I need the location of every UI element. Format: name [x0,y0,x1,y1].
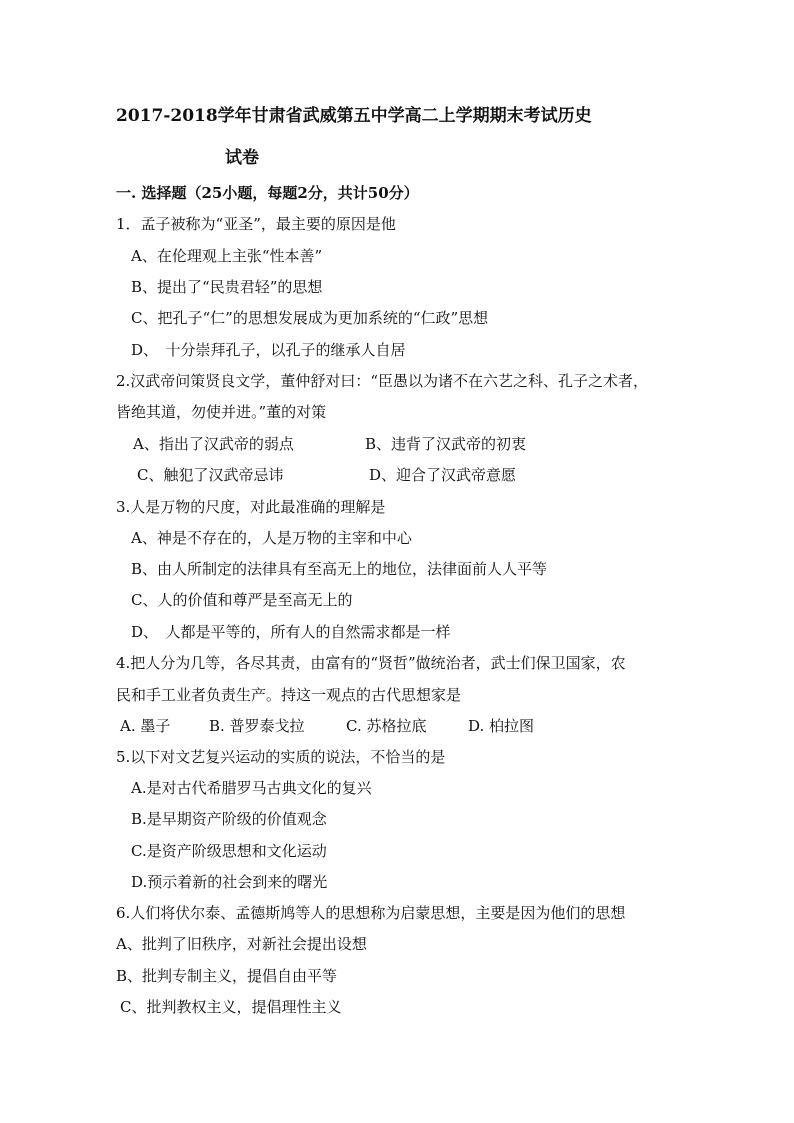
option-d: D. 柏拉图 [468,717,535,735]
page-title-line1: 2017-2018学年甘肃省武威第五中学高二上学期期末考试历史 [116,106,592,126]
question-stem: 3.人是万物的尺度，对此最准确的理解是 [116,498,386,516]
option-d: D、迎合了汉武帝意愿 [369,466,517,484]
option-c: C、触犯了汉武帝忌讳 [137,466,284,484]
option-c: C、人的价值和尊严是至高无上的 [131,591,353,609]
option-c: C、把孔子“仁”的思想发展成为更加系统的“仁政”思想 [131,309,489,327]
option-b: B.是早期资产阶级的价值观念 [131,810,327,828]
option-b: B、提出了“民贵君轻”的思想 [131,278,323,296]
option-d: D、 十分崇拜孔子，以孔子的继承人自居 [131,341,406,359]
question-stem-line2: 皆绝其道，勿使并进。”董的对策 [116,403,327,421]
section-heading: 一. 选择题（25小题，每题2分，共计50分） [116,184,419,202]
option-c: C、批判教权主义，提倡理性主义 [120,998,342,1016]
question-stem: 5.以下对文艺复兴运动的实质的说法，不恰当的是 [116,748,446,766]
question-stem-line1: 2.汉武帝问策贤良文学，董仲舒对曰：“臣愚以为诸不在六艺之科、孔子之术者， [116,372,648,390]
question-stem-line2: 民和手工业者负责生产。持这一观点的古代思想家是 [116,686,462,704]
option-d: D、 人都是平等的，所有人的自然需求都是一样 [131,623,451,641]
question-stem: 6.人们将伏尔泰、孟德斯鸠等人的思想称为启蒙思想，主要是因为他们的思想 [116,904,626,922]
option-a: A. 墨子 [120,717,171,735]
option-a: A、批判了旧秩序，对新社会提出设想 [116,935,367,953]
option-a: A、在伦理观上主张“性本善” [131,247,323,265]
option-b: B、批判专制主义，提倡自由平等 [116,967,338,985]
option-b: B、违背了汉武帝的初衷 [365,435,527,453]
option-b: B. 普罗泰戈拉 [209,717,305,735]
option-c: C. 苏格拉底 [346,717,427,735]
question-stem-line1: 4.把人分为几等，各尽其责，由富有的“贤哲”做统治者，武士们保卫国家，农 [116,654,626,672]
question-stem: 1．孟子被称为“亚圣”，最主要的原因是他 [116,215,396,233]
page-title-line2: 试卷 [225,148,259,168]
option-b: B、由人所制定的法律具有至高无上的地位，法律面前人人平等 [131,560,548,578]
option-a: A、指出了汉武帝的弱点 [133,435,294,453]
option-d: D.预示着新的社会到来的曙光 [131,873,328,891]
option-a: A、神是不存在的，人是万物的主宰和中心 [131,529,412,547]
option-a: A.是对古代希腊罗马古典文化的复兴 [131,779,372,797]
option-c: C.是资产阶级思想和文化运动 [131,842,327,860]
